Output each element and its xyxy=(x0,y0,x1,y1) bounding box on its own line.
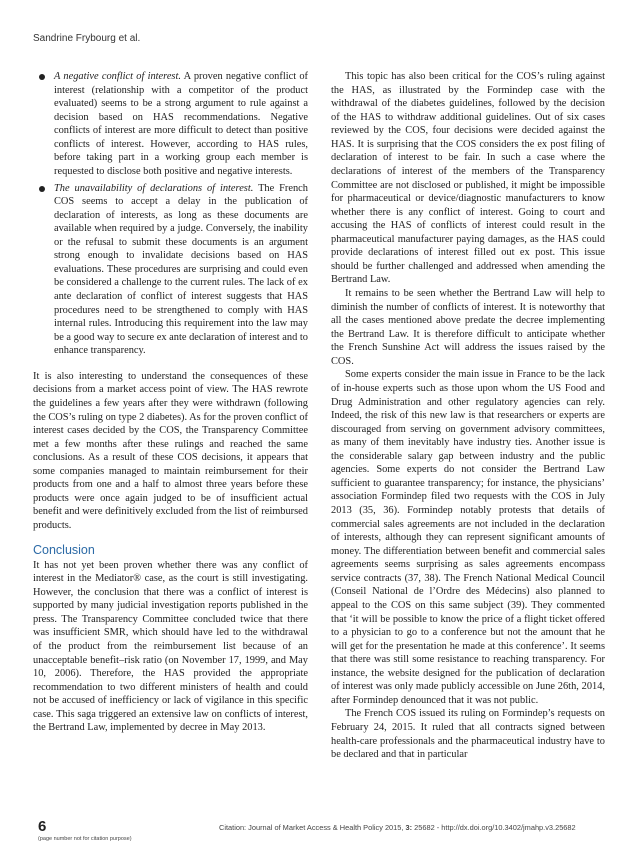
citation-volume: 3: xyxy=(405,823,413,832)
bullet-title: The unavailability of declarations of interest. xyxy=(54,182,254,194)
bullet-text: A proven negative conflict of interest (relationship with a competitor of the product evaluated) seems to be a strong argument to rule against a decision based on HAS recommendations. Negative conflicts of interest are more difficult to detect than positive conflicts of interest. However, according to HAS rules, before taking part in a working group each member is requested to disclose both positive and negative interests. xyxy=(54,71,308,177)
citation-prefix: Citation: Journal of Market Access & Health Policy 2015, xyxy=(219,823,404,832)
left-column xyxy=(33,70,308,735)
page-number: 6 xyxy=(38,818,47,835)
bullet-dot-icon xyxy=(39,74,45,80)
body-paragraph: It remains to be seen whether the Bertrand Law will help to diminish the number of conflicts of interest. It is noteworthy that all the cases mentioned above predate the decree implementing the Bertrand Law. It is therefore difficult to anticipate whether the French Sunshine Act will address the issues raised by the COS. xyxy=(331,288,605,367)
page-number-note: (page number not for citation purpose) xyxy=(38,836,132,842)
conclusion-heading: Conclusion xyxy=(33,542,95,557)
bullet-text: The French COS seems to accept a delay in the publication of declaration of interests, as long as these documents are available when required by a judge. Conversely, the inability or the refusal to submit these documents is an argument strong enough to invalidate decisions based on HAS evaluations. These procedures are surprising and could even be considered a challenge to the current rules. The lack of ex ante declaration of conflict of interest suggests that HAS procedures need to be strengthened to comply with HAS internal rules. Introducing this requirement into the law may be a good way to secure ex ante declaration of interest and to enhance transparency. xyxy=(54,182,308,357)
body-paragraph: Some experts consider the main issue in France to be the lack of in-house experts such as those upon whom the US Food and Drug Administration and other regulatory agencies can rely. Indeed, the risk of this new law is that researchers or experts are discouraged from serving on government advisory committees, as many of them inevitably have industry ties. Another issue is the considerable salary gap between industry and the public agencies. Some experts do not consider the Bertrand Law sufficient to guarantee transparency; for instance, the physicians’ association Formindep filed two requests with the COS in July 2013 (35, 36). Formindep notably protests that details of commercial sales agreements are not included in the declaration of interests, although they can represent significant amounts of money. The differentiation between benefit and commercial sales agreements seems surprising as sales agreements encompass service contracts (37, 38). The French National Medical Council (Conseil National de l’Ordre des Médecins) also planned to appeal to the COS on this same subject (39). They commented that ‘it will be possible to know the price of a flight ticket offered to a physician to go to a conference but not the amount that he will get for the presentation he made at this conference’. It seems that there was still some resistance to reaching transparency. For instance, the website designed for the publication of declaration of interest was only made publicly accessible on June 26th, 2014, after Formindep denounced that it was not public. xyxy=(331,369,605,706)
bullet-item xyxy=(33,182,308,358)
body-paragraph: This topic has also been critical for the COS’s ruling against the HAS, as illustrated by the Formindep case with the withdrawal of the diabetes guidelines, followed by the decision of the HAS to withdraw additional guidelines. Out of six cases reviewed by the COS, four decisions were decided against the HAS. It is surprising that the COS considers the ex post filing of declaration of interest to be fair. In such a case where the declarations of interest of the members of the Transparency Committee are not disclosed or published, it might be impossible for pharmaceutical or device/diagnostic manufacturers to know whether there is any conflict of interest. Going to court and accusing the HAS of conflicts of interest could result in the pharmaceutical manufacturer paying damages, as the HAS could provide declarations of interest filled out ex post. This issue should be further challenged and addressed when amending the Bertrand Law. xyxy=(331,71,605,286)
right-column xyxy=(331,70,605,762)
citation-footer xyxy=(219,823,576,832)
conclusion-paragraph: It has not yet been proven whether there was any conflict of interest in the Mediator® case, as the court is still investigating. However, the conclusion that there was a conflict of interest is supported by many judicial investigation reports published in the press. The Transparency Committee concluded twice that there was insufficient SMR, which should have led to the withdrawal of the product from the reimbursement list because of an unacceptable benefit–risk ratio (on November 17, 1999, and May 10, 2006). Therefore, the HAS provided the appropriate recommendation to two different ministers of health and could not be accused of inefficiency or lack of vigilance in this specific case. This saga triggered an extensive law on conflicts of interest, the Bertrand Law, implemented by decree in May 2013. xyxy=(33,559,308,734)
citation-suffix: 25682 - http://dx.doi.org/10.3402/jmahp.v3.25682 xyxy=(414,823,576,832)
bullet-dot-icon xyxy=(39,186,45,192)
bullet-title: A negative conflict of interest. xyxy=(54,71,181,82)
bullet-item xyxy=(33,70,308,179)
body-paragraph: The French COS issued its ruling on Formindep’s requests on February 24, 2015. It ruled that all contracts signed between health-care professionals and the pharmaceutical industry have to be declared and that in particular xyxy=(331,708,605,761)
running-author-header: Sandrine Frybourg et al. xyxy=(33,33,141,44)
market-access-paragraph: It is also interesting to understand the consequences of these decisions from a market access point of view. The HAS rewrote the guidelines a few years after they were withdrawn (following the COS’s ruling on type 2 diabetes). As for the proven conflict of interest cases decided by the COS, the Transparency Committee met a few months after these rulings and reached the same conclusions. As a result of these COS decisions, it appears that some companies managed to maintain reimbursement for their products from one and a half to almost three years before these products were once again judged to be of insufficient actual benefit and were definitively excluded from the list of reimbursed products. xyxy=(33,370,308,531)
bullet-list xyxy=(33,70,308,358)
